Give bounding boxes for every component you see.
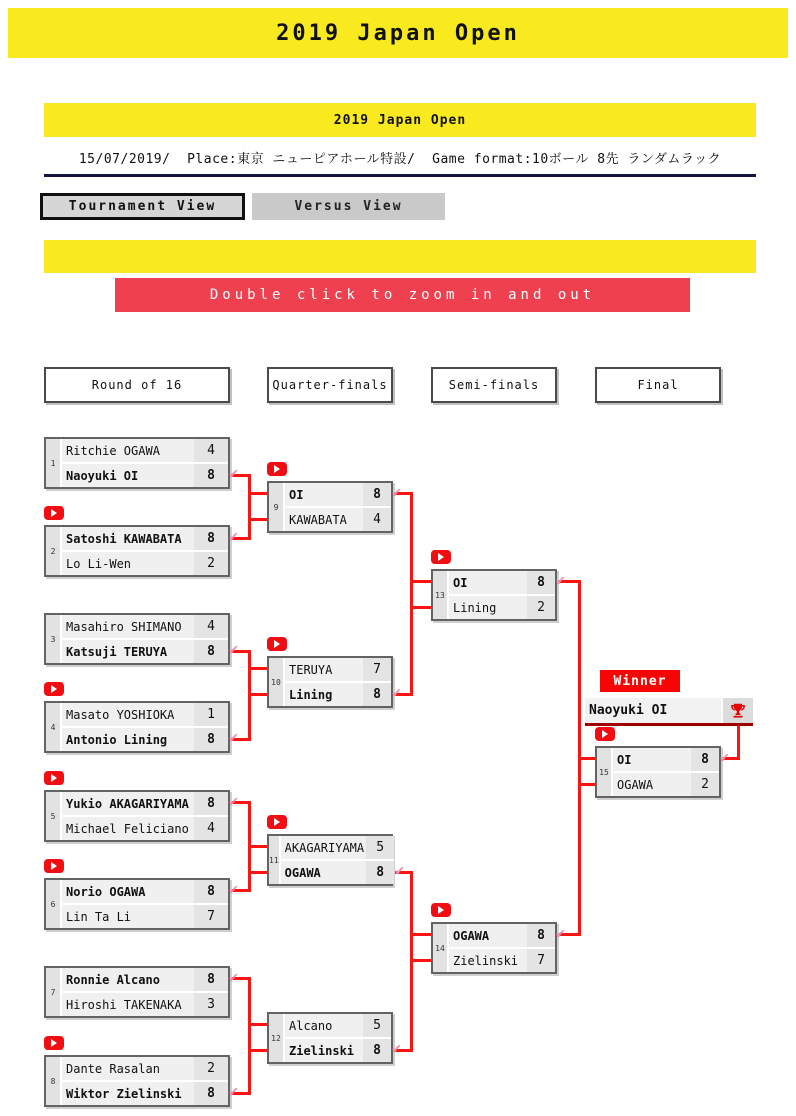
winner-underline <box>585 723 753 726</box>
match-8 <box>44 1055 238 1107</box>
player-score: 8 ✔ <box>194 527 228 550</box>
player-score: 4 <box>194 439 228 462</box>
player-score: 4 <box>363 508 391 531</box>
connector-line <box>410 580 431 583</box>
player-row-winner <box>62 728 238 751</box>
player-name: KAWABATA <box>285 508 361 531</box>
player-row-winner <box>449 571 565 594</box>
player-row-winner <box>62 527 238 550</box>
player-name: Naoyuki OI <box>62 464 192 487</box>
player-score: 7 <box>194 905 228 928</box>
player-score: 2 <box>194 552 228 575</box>
winner-check-icon: ✔ <box>719 748 729 766</box>
match-10 <box>267 656 401 708</box>
match-4 <box>44 701 238 753</box>
player-name: Ronnie Alcano <box>62 968 192 991</box>
page-title: 2019 Japan Open <box>8 8 788 58</box>
player-score: 8 ✔ <box>527 924 555 947</box>
player-name: Antonio Lining <box>62 728 192 751</box>
player-score: 8 ✔ <box>194 1082 228 1105</box>
player-score: 1 <box>194 703 228 726</box>
play-video-icon[interactable] <box>44 682 64 696</box>
player-row <box>62 703 228 726</box>
connector-line <box>248 667 267 670</box>
player-score: 8 ✔ <box>194 968 228 991</box>
connector-line <box>248 977 251 1095</box>
winner-name: Naoyuki OI <box>585 698 721 723</box>
round-header-quarter-finals: Quarter-finals <box>267 367 393 403</box>
player-score: 7 <box>363 658 391 681</box>
connector-line <box>248 474 251 540</box>
match-14 <box>431 922 565 974</box>
connector-line <box>578 757 595 760</box>
connector-line <box>737 726 740 760</box>
play-video-icon[interactable] <box>44 771 64 785</box>
player-score: 8 ✔ <box>194 640 228 663</box>
player-name: Lin Ta Li <box>62 905 192 928</box>
player-row <box>62 817 228 840</box>
player-score: 8 ✔ <box>194 792 228 815</box>
player-score: 4 <box>194 817 228 840</box>
player-name: Lining <box>449 596 525 619</box>
match-12 <box>267 1012 401 1064</box>
player-row <box>449 949 555 972</box>
player-name: Masato YOSHIOKA <box>62 703 192 726</box>
player-name: Zielinski <box>285 1039 361 1062</box>
player-name: OI <box>285 483 361 506</box>
player-row-winner <box>285 683 401 706</box>
match-number: 4 <box>46 703 62 751</box>
player-row <box>62 1057 228 1080</box>
player-row-winner <box>62 1082 238 1105</box>
winner-check-icon: ✔ <box>228 1082 238 1100</box>
player-row <box>285 658 391 681</box>
winner-check-icon: ✔ <box>555 571 565 589</box>
player-score: 8 ✔ <box>194 880 228 903</box>
player-score: 8 ✔ <box>194 728 228 751</box>
winner-check-icon: ✔ <box>228 968 238 986</box>
player-score: 2 <box>527 596 555 619</box>
connector-line <box>248 693 267 696</box>
player-name: Katsuji TERUYA <box>62 640 192 663</box>
versus-view-button[interactable]: Versus View <box>252 193 445 220</box>
round-header-round-of-16: Round of 16 <box>44 367 230 403</box>
player-name: Alcano <box>285 1014 361 1037</box>
match-3 <box>44 613 238 665</box>
connector-line <box>248 518 267 521</box>
match-number: 13 <box>433 571 449 619</box>
tournament-banner-title: 2019 Japan Open <box>44 103 756 137</box>
player-name: OGAWA <box>281 861 364 884</box>
connector-line <box>410 933 431 936</box>
player-score: 2 <box>691 773 719 796</box>
match-number: 8 <box>46 1057 62 1105</box>
winner-check-icon: ✔ <box>228 640 238 658</box>
player-row-winner <box>62 640 238 663</box>
winner-check-icon: ✔ <box>228 880 238 898</box>
match-number: 2 <box>46 527 62 575</box>
player-score: 8 ✔ <box>363 483 391 506</box>
player-name: Satoshi KAWABATA <box>62 527 192 550</box>
match-number: 6 <box>46 880 62 928</box>
player-score: 8 ✔ <box>363 1039 391 1062</box>
player-name: Masahiro SHIMANO <box>62 615 192 638</box>
match-13 <box>431 569 565 621</box>
connector-line <box>248 845 267 848</box>
player-row <box>62 439 228 462</box>
winner-panel <box>585 698 753 723</box>
winner-check-icon: ✔ <box>228 527 238 545</box>
player-row-winner <box>62 792 238 815</box>
match-number: 7 <box>46 968 62 1016</box>
connector-line <box>410 492 413 696</box>
connector-line <box>248 1049 267 1052</box>
winner-check-icon: ✔ <box>228 728 238 746</box>
player-row-winner <box>449 924 565 947</box>
player-name: Norio OGAWA <box>62 880 192 903</box>
player-name: Hiroshi TAKENAKA <box>62 993 192 1016</box>
player-row <box>285 508 391 531</box>
match-15 <box>595 746 729 798</box>
player-row <box>285 1014 391 1037</box>
match-number: 5 <box>46 792 62 840</box>
winner-badge: Winner <box>600 670 680 692</box>
player-name: OI <box>613 748 689 771</box>
connector-line <box>410 606 431 609</box>
play-video-icon[interactable] <box>595 727 615 741</box>
match-number: 1 <box>46 439 62 487</box>
match-1 <box>44 437 238 489</box>
connector-line <box>248 1023 267 1026</box>
match-number: 11 <box>269 836 281 884</box>
player-name: TERUYA <box>285 658 361 681</box>
play-video-icon[interactable] <box>44 859 64 873</box>
player-name: Dante Rasalan <box>62 1057 192 1080</box>
player-row-winner <box>281 861 405 884</box>
match-number: 14 <box>433 924 449 972</box>
player-score: 4 <box>194 615 228 638</box>
player-row-winner <box>62 464 238 487</box>
player-name: Lo Li-Wen <box>62 552 192 575</box>
play-video-icon[interactable] <box>267 815 287 829</box>
play-video-icon[interactable] <box>431 550 451 564</box>
play-video-icon[interactable] <box>267 462 287 476</box>
winner-check-icon: ✔ <box>391 683 401 701</box>
winner-check-icon: ✔ <box>391 1039 401 1057</box>
connector-line <box>248 871 267 874</box>
trophy-cell <box>723 698 753 723</box>
zoom-hint-banner: Double click to zoom in and out <box>115 278 690 312</box>
player-name: Zielinski <box>449 949 525 972</box>
player-name: OGAWA <box>449 924 525 947</box>
match-number: 3 <box>46 615 62 663</box>
player-name: OGAWA <box>613 773 689 796</box>
player-score: 8 ✔ <box>366 861 394 884</box>
play-video-icon[interactable] <box>267 637 287 651</box>
player-row <box>62 615 228 638</box>
player-name: Michael Feliciano <box>62 817 192 840</box>
player-row-winner <box>285 1039 401 1062</box>
play-video-icon[interactable] <box>44 506 64 520</box>
tournament-view-button[interactable]: Tournament View <box>40 193 245 220</box>
player-name: OI <box>449 571 525 594</box>
player-row <box>613 773 719 796</box>
player-name: AKAGARIYAMA <box>281 836 364 859</box>
match-9 <box>267 481 401 533</box>
match-number: 9 <box>269 483 285 531</box>
match-5 <box>44 790 238 842</box>
winner-check-icon: ✔ <box>391 483 401 501</box>
player-row-winner <box>613 748 729 771</box>
player-score: 8 ✔ <box>527 571 555 594</box>
tournament-info-line: 15/07/2019/ Place:東京 ニューピアホール特設/ Game format:10ボール 8先 ランダムラック <box>78 152 722 167</box>
player-name: Lining <box>285 683 361 706</box>
trophy-icon <box>730 703 746 719</box>
player-score: 2 <box>194 1057 228 1080</box>
player-row-winner <box>62 880 238 903</box>
player-row <box>62 993 228 1016</box>
info-divider <box>44 174 756 177</box>
match-11 <box>267 834 405 886</box>
match-2 <box>44 525 238 577</box>
player-score: 3 <box>194 993 228 1016</box>
player-row-winner <box>285 483 401 506</box>
winner-check-icon: ✔ <box>555 924 565 942</box>
player-score: 5 <box>363 1014 391 1037</box>
match-7 <box>44 966 238 1018</box>
player-score: 7 <box>527 949 555 972</box>
play-video-icon[interactable] <box>431 903 451 917</box>
winner-check-icon: ✔ <box>228 464 238 482</box>
player-name: Yukio AKAGARIYAMA <box>62 792 192 815</box>
play-video-icon[interactable] <box>44 1036 64 1050</box>
player-row <box>281 836 394 859</box>
match-number: 15 <box>597 748 613 796</box>
player-row <box>62 905 228 928</box>
player-name: Wiktor Zielinski <box>62 1082 192 1105</box>
player-score: 8 ✔ <box>194 464 228 487</box>
match-number: 10 <box>269 658 285 706</box>
player-row-winner <box>62 968 238 991</box>
player-name: Ritchie OGAWA <box>62 439 192 462</box>
player-row <box>449 596 555 619</box>
match-number: 12 <box>269 1014 285 1062</box>
connector-line <box>248 492 267 495</box>
winner-check-icon: ✔ <box>395 861 405 879</box>
player-score: 8 ✔ <box>691 748 719 771</box>
yellow-band <box>44 240 756 273</box>
connector-line <box>578 783 595 786</box>
winner-check-icon: ✔ <box>228 792 238 810</box>
player-row <box>62 552 228 575</box>
connector-line <box>410 959 431 962</box>
player-score: 5 <box>366 836 394 859</box>
player-score: 8 ✔ <box>363 683 391 706</box>
match-6 <box>44 878 238 930</box>
round-header-semi-finals: Semi-finals <box>431 367 557 403</box>
round-header-final: Final <box>595 367 721 403</box>
